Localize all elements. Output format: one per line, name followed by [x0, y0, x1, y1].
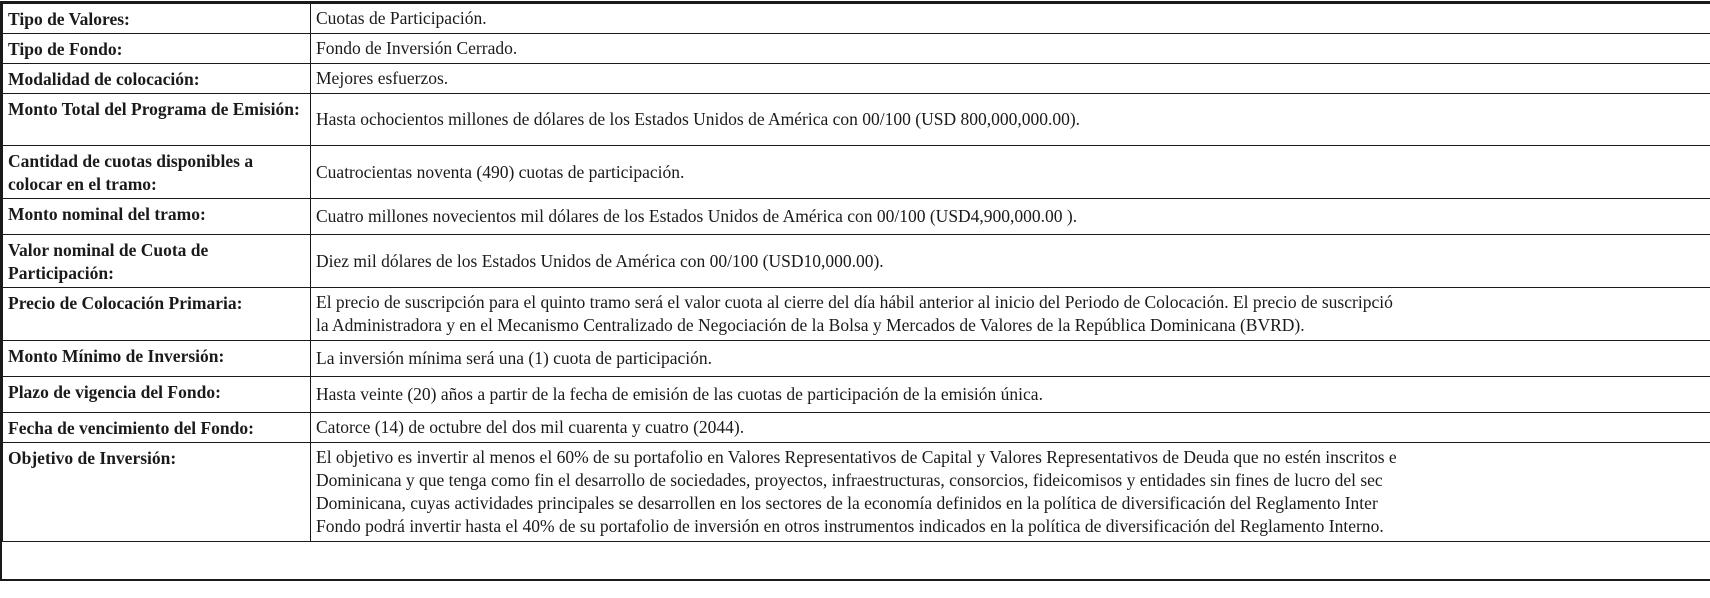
row-label: Valor nominal de Cuota de Participación: [3, 235, 311, 288]
table-row [3, 94, 1710, 146]
table-row [3, 4, 1710, 34]
row-label: Tipo de Valores: [3, 4, 311, 34]
row-value [311, 341, 1710, 377]
row-value [311, 443, 1710, 542]
table-row [3, 199, 1710, 235]
value-line: La inversión mínima será una (1) cuota de participación. [316, 348, 713, 368]
value-line: Fondo de Inversión Cerrado. [316, 38, 518, 58]
row-value [311, 235, 1710, 288]
value-line: El objetivo es invertir al menos el 60% de su portafolio en Valores Representativos de Capital y Valores Representativos de Deuda que no estén inscritos e [316, 447, 1397, 467]
table-row [3, 34, 1710, 64]
row-label: Fecha de vencimiento del Fondo: [3, 413, 311, 443]
row-label: Precio de Colocación Primaria: [3, 288, 311, 341]
table-row [3, 443, 1710, 542]
value-line: la Administradora y en el Mecanismo Centralizado de Negociación de la Bolsa y Mercados de Valores de la República Dominicana (BVRD). [316, 315, 1305, 335]
row-value [311, 146, 1710, 199]
value-line: Fondo podrá invertir hasta el 40% de su portafolio de inversión en otros instrumentos indicados en la política de diversificación del Reglamento Interno. [316, 516, 1384, 536]
table-row [3, 64, 1710, 94]
table-row [3, 235, 1710, 288]
value-line: Mejores esfuerzos. [316, 68, 449, 88]
table-row [3, 341, 1710, 377]
row-value [311, 199, 1710, 235]
row-value [311, 413, 1710, 443]
value-line: Cuotas de Participación. [316, 8, 487, 28]
row-label: Plazo de vigencia del Fondo: [3, 377, 311, 413]
row-label: Tipo de Fondo: [3, 34, 311, 64]
value-line: Hasta veinte (20) años a partir de la fecha de emisión de las cuotas de participación de la emisión única. [316, 384, 1043, 404]
row-label: Cantidad de cuotas disponibles a colocar en el tramo: [3, 146, 311, 199]
row-value [311, 94, 1710, 146]
row-label: Monto nominal del tramo: [3, 199, 311, 235]
value-line: Cuatro millones novecientos mil dólares de los Estados Unidos de América con 00/100 (USD4,900,000.00 ). [316, 206, 1078, 226]
row-label: Monto Total del Programa de Emisión: [3, 94, 311, 146]
table-row [3, 146, 1710, 199]
value-line: Hasta ochocientos millones de dólares de los Estados Unidos de América con 00/100 (USD 800,000,000.00). [316, 109, 1081, 129]
value-line: Dominicana y que tenga como fin el desarrollo de sociedades, proyectos, infraestructuras, consorcios, fideicomisos y entidades sin fines de lucro del sec [316, 470, 1383, 490]
row-value [311, 34, 1710, 64]
value-line: Diez mil dólares de los Estados Unidos de América con 00/100 (USD10,000.00). [316, 250, 884, 271]
fund-terms-table [2, 3, 1710, 542]
row-value [311, 4, 1710, 34]
row-value [311, 288, 1710, 341]
table-row [3, 288, 1710, 341]
table-row [3, 413, 1710, 443]
table-row [3, 377, 1710, 413]
row-value [311, 377, 1710, 413]
value-line: Dominicana, cuyas actividades principales se desarrollen en los sectores de la economía definidos en la política de diversificación del Reglamento Inter [316, 493, 1378, 513]
row-label: Objetivo de Inversión: [3, 443, 311, 542]
value-line: Cuatrocientas noventa (490) cuotas de participación. [316, 161, 685, 182]
row-value [311, 64, 1710, 94]
row-label: Modalidad de colocación: [3, 64, 311, 94]
value-line: El precio de suscripción para el quinto tramo será el valor cuota al cierre del día hábil anterior al inicio del Periodo de Colocación. El precio de suscripció [316, 292, 1393, 312]
value-line: Catorce (14) de octubre del dos mil cuarenta y cuatro (2044). [316, 417, 745, 437]
row-label: Monto Mínimo de Inversión: [3, 341, 311, 377]
